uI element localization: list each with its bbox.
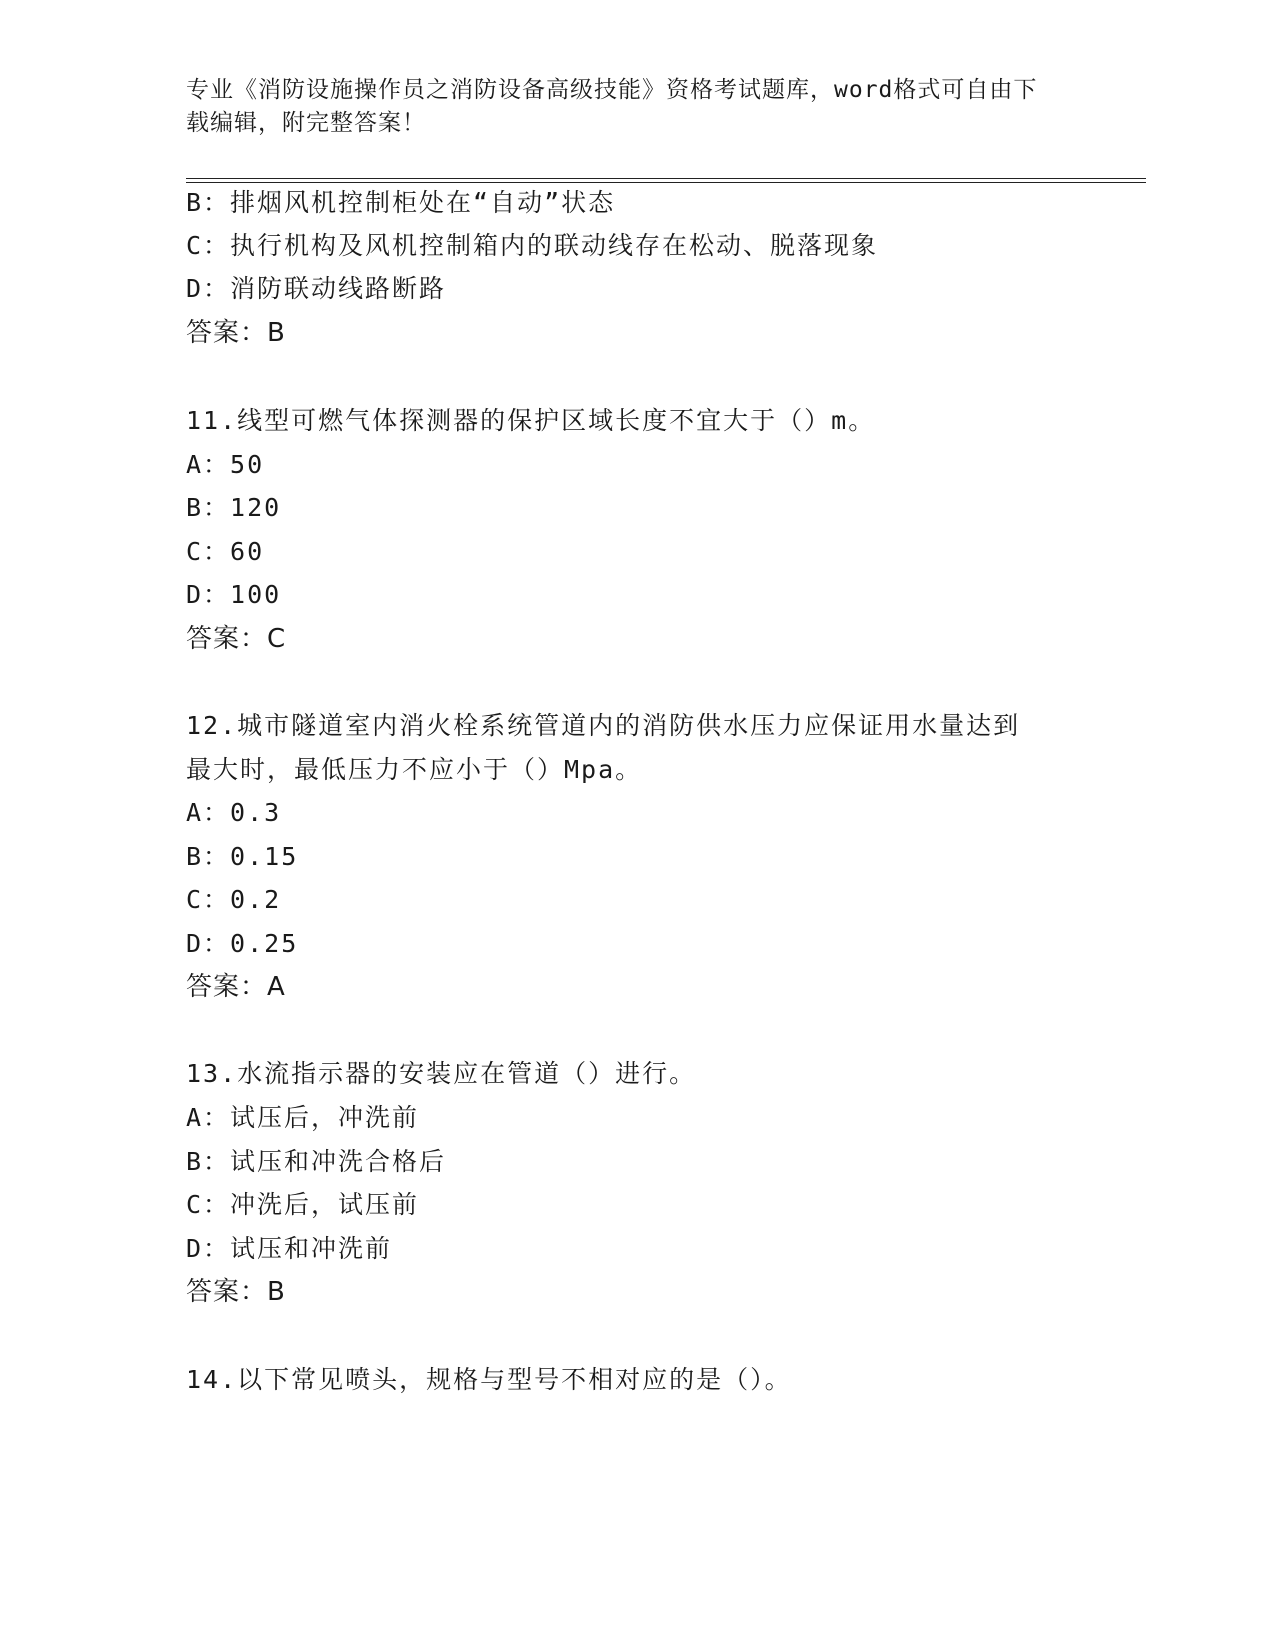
header-line-2: 载编辑，附完整答案！ xyxy=(186,110,426,136)
option-c: C：冲洗后，试压前 xyxy=(186,1190,420,1219)
question-stem: 11.线型可燃气体探测器的保护区域长度不宜大于（）m。 xyxy=(186,406,876,435)
option-d: D：试压和冲洗前 xyxy=(186,1234,393,1263)
option-c: C：0.2 xyxy=(186,885,282,914)
header-line-1: 专业《消防设施操作员之消防设备高级技能》资格考试题库，word格式可自由下 xyxy=(186,77,1038,103)
option-a: A：试压后，冲洗前 xyxy=(186,1103,420,1132)
document-page xyxy=(186,0,1146,1650)
option-a: A：0.3 xyxy=(186,798,282,827)
option-d: D：消防联动线路断路 xyxy=(186,274,447,303)
option-b: B：120 xyxy=(186,493,282,522)
question-stem: 14.以下常见喷头，规格与型号不相对应的是（）。 xyxy=(186,1365,792,1394)
question-stem: 12.城市隧道室内消火栓系统管道内的消防供水压力应保证用水量达到 xyxy=(186,711,1021,740)
header-divider xyxy=(186,178,1146,183)
option-c: C：60 xyxy=(186,537,265,566)
option-d: D：0.25 xyxy=(186,929,299,958)
option-b: B：排烟风机控制柜处在“自动”状态 xyxy=(186,188,616,217)
answer: 答案：B xyxy=(186,318,286,348)
option-d: D：100 xyxy=(186,580,282,609)
answer: 答案：A xyxy=(186,972,286,1002)
document-header xyxy=(186,74,1066,140)
option-b: B：0.15 xyxy=(186,842,299,871)
answer: 答案：C xyxy=(186,624,287,654)
option-c: C：执行机构及风机控制箱内的联动线存在松动、脱落现象 xyxy=(186,231,879,260)
answer: 答案：B xyxy=(186,1277,286,1307)
option-a: A：50 xyxy=(186,450,265,479)
question-stem: 13.水流指示器的安装应在管道（）进行。 xyxy=(186,1059,697,1088)
option-b: B：试压和冲洗合格后 xyxy=(186,1147,447,1176)
question-stem-continued: 最大时，最低压力不应小于（）Mpa。 xyxy=(186,755,643,784)
